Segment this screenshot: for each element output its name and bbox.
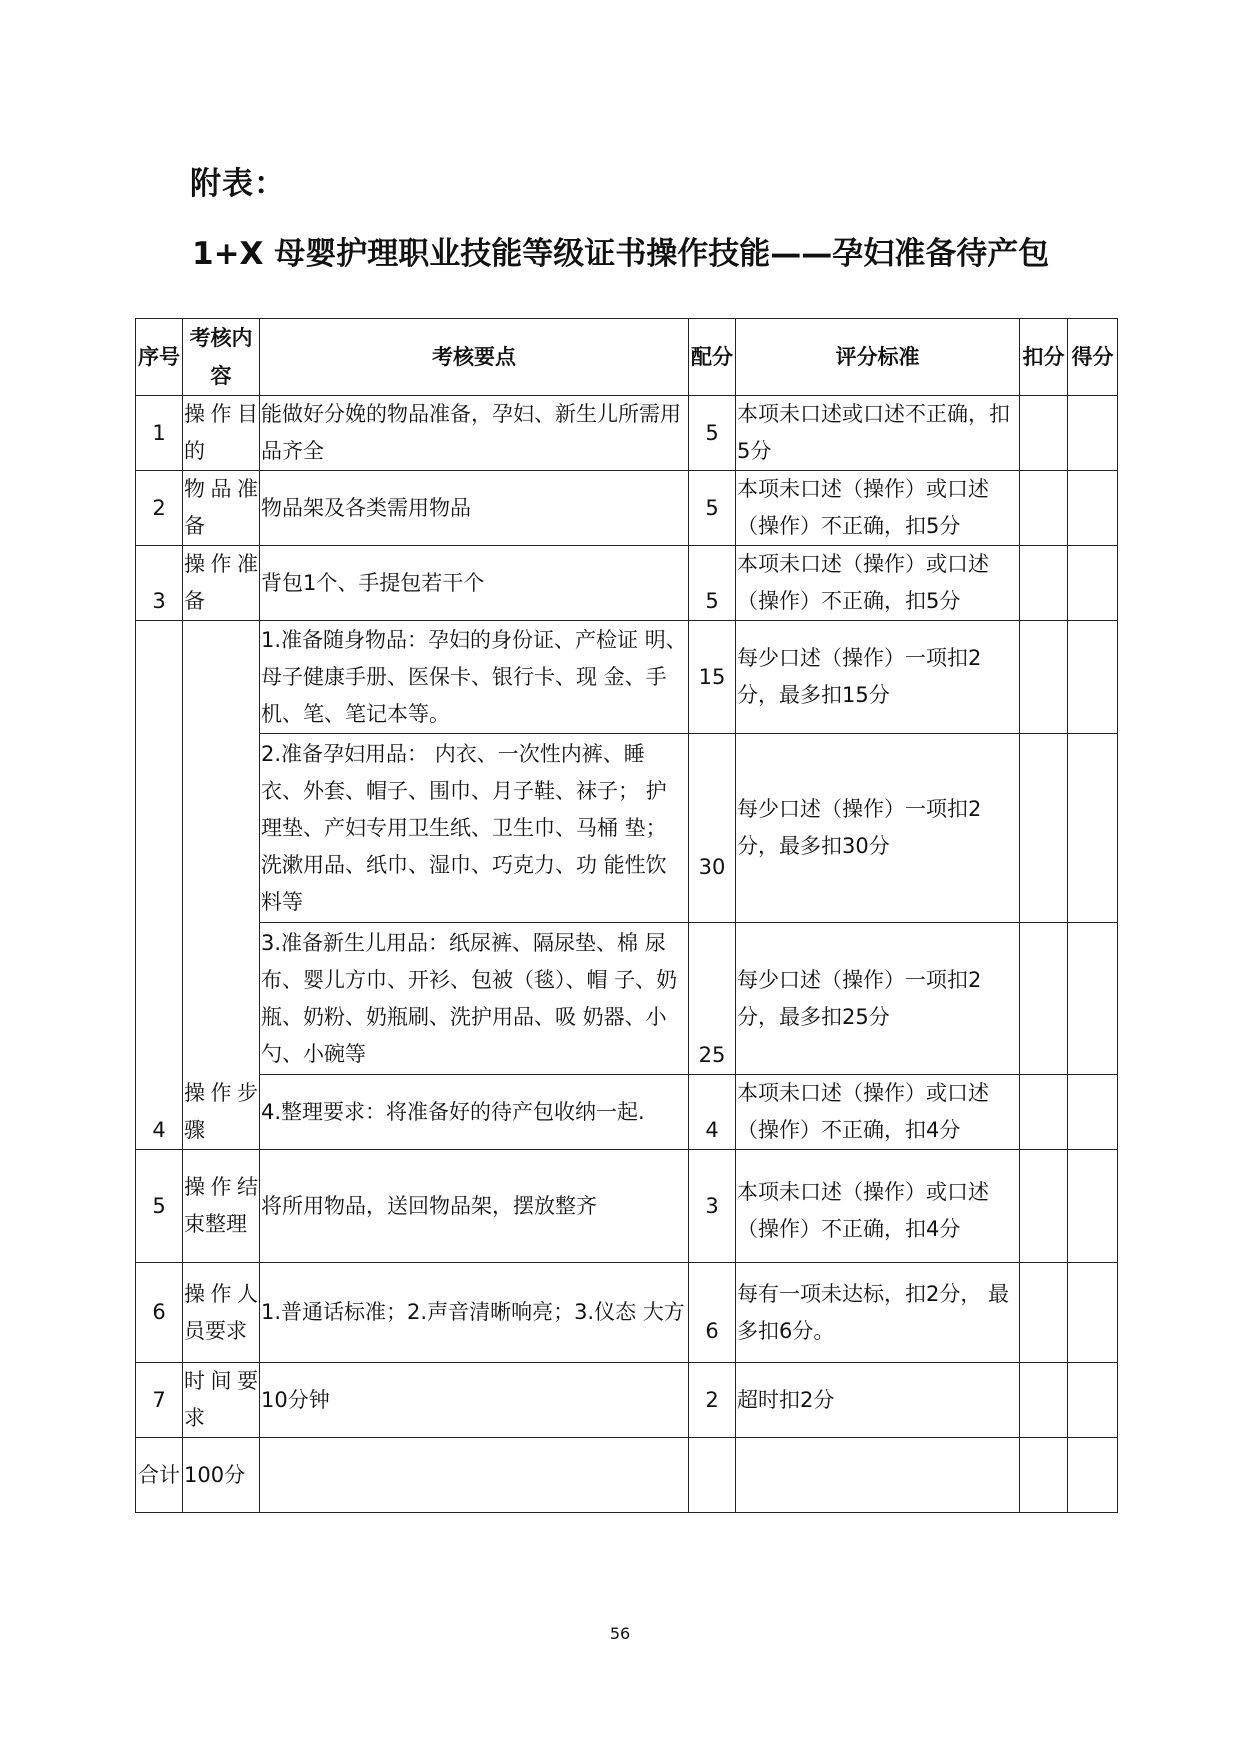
row-criteria: 每少口述（操作）一项扣2 分，最多扣25分	[736, 923, 1020, 1075]
row-point	[260, 1438, 689, 1513]
row-point: 2.准备孕妇用品： 内衣、一次性内裤、睡 衣、外套、帽子、围巾、月子鞋、袜子； 护理垫、产妇专用卫生纸、卫生巾、马桶 垫；洗漱用品、纸巾、湿巾、巧克力、功 能性饮料等	[260, 734, 689, 923]
row-criteria: 每少口述（操作）一项扣2 分，最多扣30分	[736, 734, 1020, 923]
table-header-row	[136, 319, 1118, 396]
row-got	[1068, 1075, 1118, 1150]
row-got	[1068, 396, 1118, 471]
row-no: 5	[136, 1150, 183, 1263]
table-row	[136, 1363, 1118, 1438]
row-score: 25	[689, 923, 736, 1075]
row-deduct	[1020, 1438, 1068, 1513]
appendix-label: 附表：	[190, 166, 286, 202]
scoring-table	[135, 318, 1118, 1513]
row-no: 3	[136, 546, 183, 621]
row-got	[1068, 471, 1118, 546]
row-item: 操作结束整理	[183, 1150, 260, 1263]
row-point: 将所用物品，送回物品架，摆放整齐	[260, 1150, 689, 1263]
row-got	[1068, 621, 1118, 734]
table-row	[136, 734, 1118, 923]
page-number: 56	[609, 1624, 631, 1643]
row-point: 物品架及各类需用物品	[260, 471, 689, 546]
row-deduct	[1020, 1075, 1068, 1150]
row-criteria: 每有一项未达标，扣2分， 最多扣6分。	[736, 1263, 1020, 1363]
row-item: 操作准备	[183, 546, 260, 621]
table-row	[136, 1150, 1118, 1263]
row-criteria: 超时扣2分	[736, 1363, 1020, 1438]
row-deduct	[1020, 1150, 1068, 1263]
row-item: 操作步骤	[183, 621, 260, 1150]
row-score: 30	[689, 734, 736, 923]
row-score	[689, 1438, 736, 1513]
table-row	[136, 621, 1118, 734]
header-got: 得分	[1068, 319, 1118, 396]
row-score: 3	[689, 1150, 736, 1263]
row-score: 6	[689, 1263, 736, 1363]
row-score: 4	[689, 1075, 736, 1150]
row-criteria	[736, 1438, 1020, 1513]
row-item: 操作人员要求	[183, 1263, 260, 1363]
row-item: 100分	[183, 1438, 260, 1513]
row-score: 5	[689, 471, 736, 546]
row-item: 操作目的	[183, 396, 260, 471]
row-deduct	[1020, 396, 1068, 471]
row-point: 10分钟	[260, 1363, 689, 1438]
row-deduct	[1020, 471, 1068, 546]
row-got	[1068, 1150, 1118, 1263]
row-deduct	[1020, 546, 1068, 621]
row-criteria: 本项未口述（操作）或口述（操作）不正确，扣5分	[736, 546, 1020, 621]
row-deduct	[1020, 621, 1068, 734]
header-criteria: 评分标准	[736, 319, 1020, 396]
row-got	[1068, 1363, 1118, 1438]
row-score: 2	[689, 1363, 736, 1438]
table-row	[136, 923, 1118, 1075]
row-deduct	[1020, 923, 1068, 1075]
document-title: 1+X 母婴护理职业技能等级证书操作技能——孕妇准备待产包	[192, 236, 1050, 272]
row-got	[1068, 734, 1118, 923]
header-deduct: 扣分	[1020, 319, 1068, 396]
row-criteria: 本项未口述（操作）或口述（操作）不正确，扣4分	[736, 1075, 1020, 1150]
row-score: 15	[689, 621, 736, 734]
row-score: 5	[689, 546, 736, 621]
row-no: 2	[136, 471, 183, 546]
table-row	[136, 1263, 1118, 1363]
table-row-total	[136, 1438, 1118, 1513]
row-point: 能做好分娩的物品准备，孕妇、新生儿所需用品齐全	[260, 396, 689, 471]
row-got	[1068, 1438, 1118, 1513]
row-point: 1.准备随身物品：孕妇的身份证、产检证 明、母子健康手册、医保卡、银行卡、现 金、手机、笔、笔记本等。	[260, 621, 689, 734]
row-no: 1	[136, 396, 183, 471]
row-criteria: 每少口述（操作）一项扣2 分，最多扣15分	[736, 621, 1020, 734]
row-score: 5	[689, 396, 736, 471]
row-criteria: 本项未口述（操作）或口述（操作）不正确，扣4分	[736, 1150, 1020, 1263]
row-criteria: 本项未口述或口述不正确，扣5分	[736, 396, 1020, 471]
row-point: 1.普通话标准；2.声音清晰响亮；3.仪态 大方	[260, 1263, 689, 1363]
table-row	[136, 396, 1118, 471]
row-point: 3.准备新生儿用品：纸尿裤、隔尿垫、棉 尿布、婴儿方巾、开衫、包被（毯）、帽 子、奶瓶、奶粉、奶瓶刷、洗护用品、吸 奶器、小勺、小碗等	[260, 923, 689, 1075]
row-no: 6	[136, 1263, 183, 1363]
row-deduct	[1020, 734, 1068, 923]
header-no: 序号	[136, 319, 183, 396]
row-point: 背包1个、手提包若干个	[260, 546, 689, 621]
row-got	[1068, 546, 1118, 621]
row-got	[1068, 923, 1118, 1075]
table-row	[136, 471, 1118, 546]
row-criteria: 本项未口述（操作）或口述（操作）不正确，扣5分	[736, 471, 1020, 546]
row-deduct	[1020, 1363, 1068, 1438]
header-item: 考核内容	[183, 319, 260, 396]
row-item: 时间要求	[183, 1363, 260, 1438]
row-deduct	[1020, 1263, 1068, 1363]
table-row	[136, 1075, 1118, 1150]
header-score: 配分	[689, 319, 736, 396]
row-no: 4	[136, 621, 183, 1150]
row-item: 物品准备	[183, 471, 260, 546]
header-points: 考核要点	[260, 319, 689, 396]
row-point: 4.整理要求：将准备好的待产包收纳一起.	[260, 1075, 689, 1150]
row-got	[1068, 1263, 1118, 1363]
row-no: 7	[136, 1363, 183, 1438]
table-row	[136, 546, 1118, 621]
row-no: 合计	[136, 1438, 183, 1513]
